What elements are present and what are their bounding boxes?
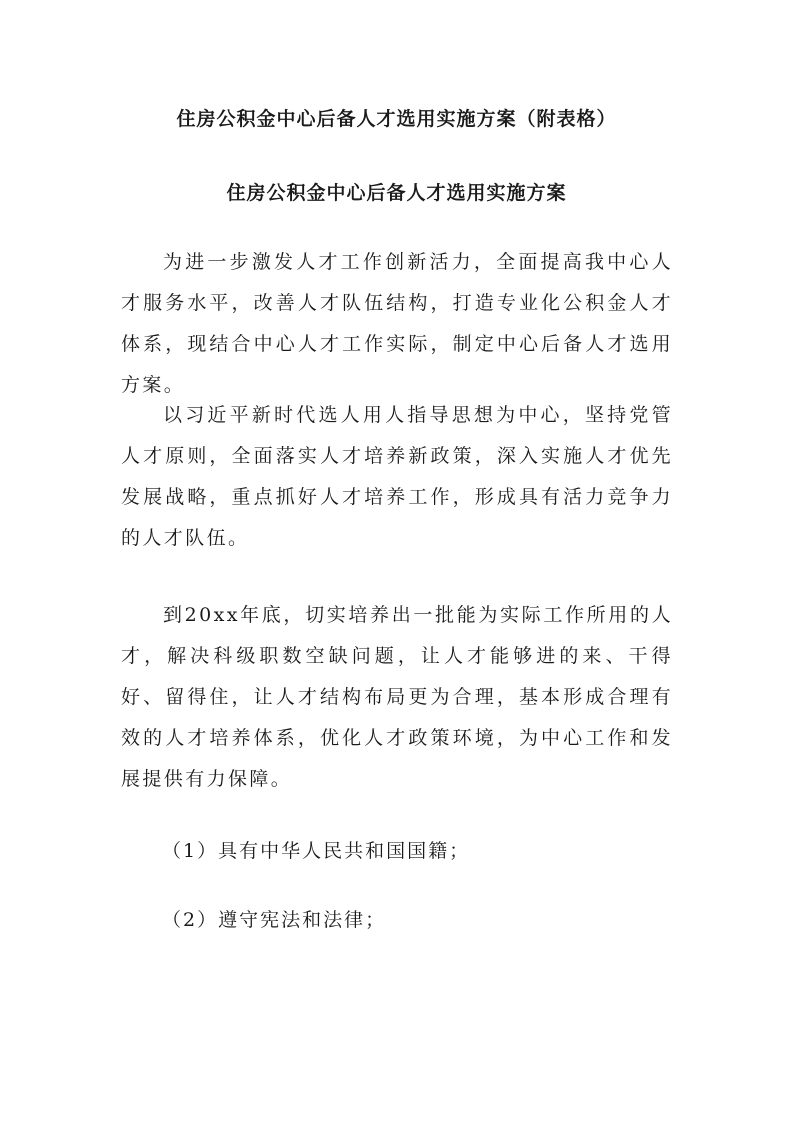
paragraph-goal: 到20xx年底，切实培养出一批能为实际工作所用的人才，解决科级职数空缺问题，让人才能够进的来、干得好、留得住，让人才结构布局更为合理，基本形成合理有效的人才培养体系，优化人才政策环境，为中心工作和发展提供有力保障。	[121, 604, 673, 790]
paragraph-guiding-principle: 以习近平新时代选人用人指导思想为中心，坚持党管人才原则，全面落实人才培养新政策，深入实施人才优先发展战略，重点抓好人才培养工作，形成具有活力竞争力的人才队伍。	[121, 404, 673, 549]
paragraph-intro: 为进一步激发人才工作创新活力，全面提高我中心人才服务水平，改善人才队伍结构，打造专业化公积金人才体系，现结合中心人才工作实际，制定中心后备人才选用方案。	[121, 251, 673, 396]
list-item-nationality: （1）具有中华人民共和国国籍；	[162, 840, 471, 862]
document-title: 住房公积金中心后备人才选用实施方案（附表格）	[176, 108, 617, 130]
document-subtitle: 住房公积金中心后备人才选用实施方案	[226, 182, 567, 204]
list-item-law: （2）遵守宪法和法律；	[162, 909, 387, 931]
